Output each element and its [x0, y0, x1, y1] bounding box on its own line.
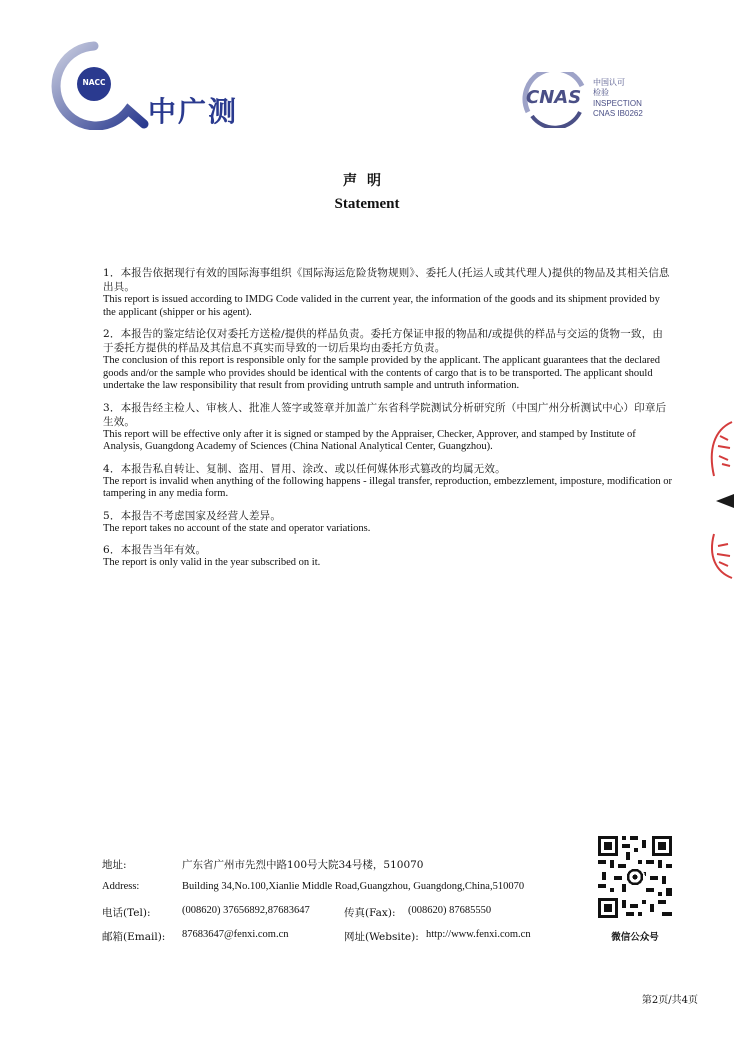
- stamp-fragment-top: [702, 420, 734, 480]
- tel-label: 电话(Tel):: [102, 907, 151, 919]
- cnas-line-1: 中国认可: [593, 78, 625, 87]
- address-cn-label: 地址:: [102, 859, 127, 871]
- cnas-line-2: 检验: [593, 88, 609, 97]
- statement-cn: 2．本报告的鉴定结论仅对委托方送检/提供的样品负责。委托方保证申报的物品和/或提供的样品与交运的货物一致，由于委托方提供的样品及其信息不真实而导致的一切后果均由委托方负责。: [103, 328, 664, 354]
- statement-en: The report takes no account of the state and operator variations.: [103, 522, 371, 534]
- address-en-label: Address:: [102, 881, 140, 892]
- title-chinese: 声明: [343, 173, 391, 189]
- cnas-line-3: INSPECTION: [593, 99, 642, 108]
- address-cn-value: 广东省广州市先烈中路100号大院34号楼，510070: [182, 859, 424, 871]
- statement-en: The conclusion of this report is responsible only for the sample provided by the applicant. The applicant guarantees that the declared goods and/or the sample who provides should be identical with the contents of cargo that is to be transported. The applicant should undertake the law responsibility that result from providing untruth sample and untruth information.: [103, 355, 661, 391]
- title-english: Statement: [334, 196, 400, 212]
- statement-en: This report is issued according to IMDG Code valided in the current year, the information of the goods and its shipment provided by the applicant (shipper or his agent).: [103, 294, 660, 318]
- nacc-badge-text: NACC: [82, 78, 106, 87]
- statement-list: [103, 266, 673, 578]
- statement-cn: 6．本报告当年有效。: [103, 544, 207, 556]
- statement-cn: 1．本报告依据现行有效的国际海事组织《国际海运危险货物规则》、委托人(托运人或其代理人)提供的物品及其相关信息出具。: [103, 267, 670, 293]
- statement-en: This report will be effective only after it is signed or stamped by the Appraiser, Checker, Approver, and stamped by Institute of Analysis, Guangdong Academy of Sciences (China National Analytical Center, Guangzhou).: [103, 428, 636, 452]
- brand-name: 中广测: [148, 95, 239, 128]
- qr-caption: 微信公众号: [611, 932, 659, 943]
- fax-label: 传真(Fax):: [344, 907, 396, 919]
- cnas-logo: [520, 72, 690, 128]
- statement-item: [103, 462, 673, 501]
- statement-item: [103, 266, 673, 319]
- address-en-value: Building 34,No.100,Xianlie Middle Road,Guangzhou, Guangdong,China,510070: [182, 881, 525, 892]
- cnas-line-4: CNAS IB0262: [593, 109, 643, 118]
- statement-en: The report is only valid in the year subscribed on it.: [103, 557, 321, 568]
- email-link[interactable]: 87683647@fenxi.com.cn: [182, 929, 289, 940]
- nacc-logo: [48, 40, 278, 130]
- website-label: 网址(Website):: [344, 931, 419, 943]
- tel-value: (008620) 37656892,87683647: [182, 905, 310, 916]
- statement-cn: 4．本报告私自转让、复制、盗用、冒用、涂改、或以任何媒体形式篡改的均属无效。: [103, 462, 506, 475]
- statement-item: [103, 543, 673, 570]
- statement-item: [103, 401, 673, 454]
- stamp-arrow-mark: [712, 494, 734, 508]
- email-label: 邮箱(Email):: [102, 931, 166, 943]
- cnas-mark: CNAS: [526, 87, 582, 108]
- stamp-fragment-bottom: [702, 532, 734, 580]
- fax-value: (008620) 87685550: [408, 905, 492, 916]
- statement-cn: 3．本报告经主检人、审核人、批准人签字或签章并加盖广东省科学院测试分析研究所（中国广州分析测试中心）印章后生效。: [103, 401, 667, 428]
- statement-cn: 5．本报告不考虑国家及经营人差异。: [103, 509, 282, 522]
- qr-code: [596, 834, 674, 920]
- statement-en: The report is invalid when anything of the following happens - illegal transfer, reproduction, embezzlement, imposture, modification or tampering in any media form.: [103, 475, 673, 499]
- statement-item: [103, 327, 673, 393]
- page-number: 第2页/共4页: [641, 995, 698, 1006]
- statement-item: [103, 509, 673, 536]
- website-link[interactable]: http://www.fenxi.com.cn: [426, 929, 531, 940]
